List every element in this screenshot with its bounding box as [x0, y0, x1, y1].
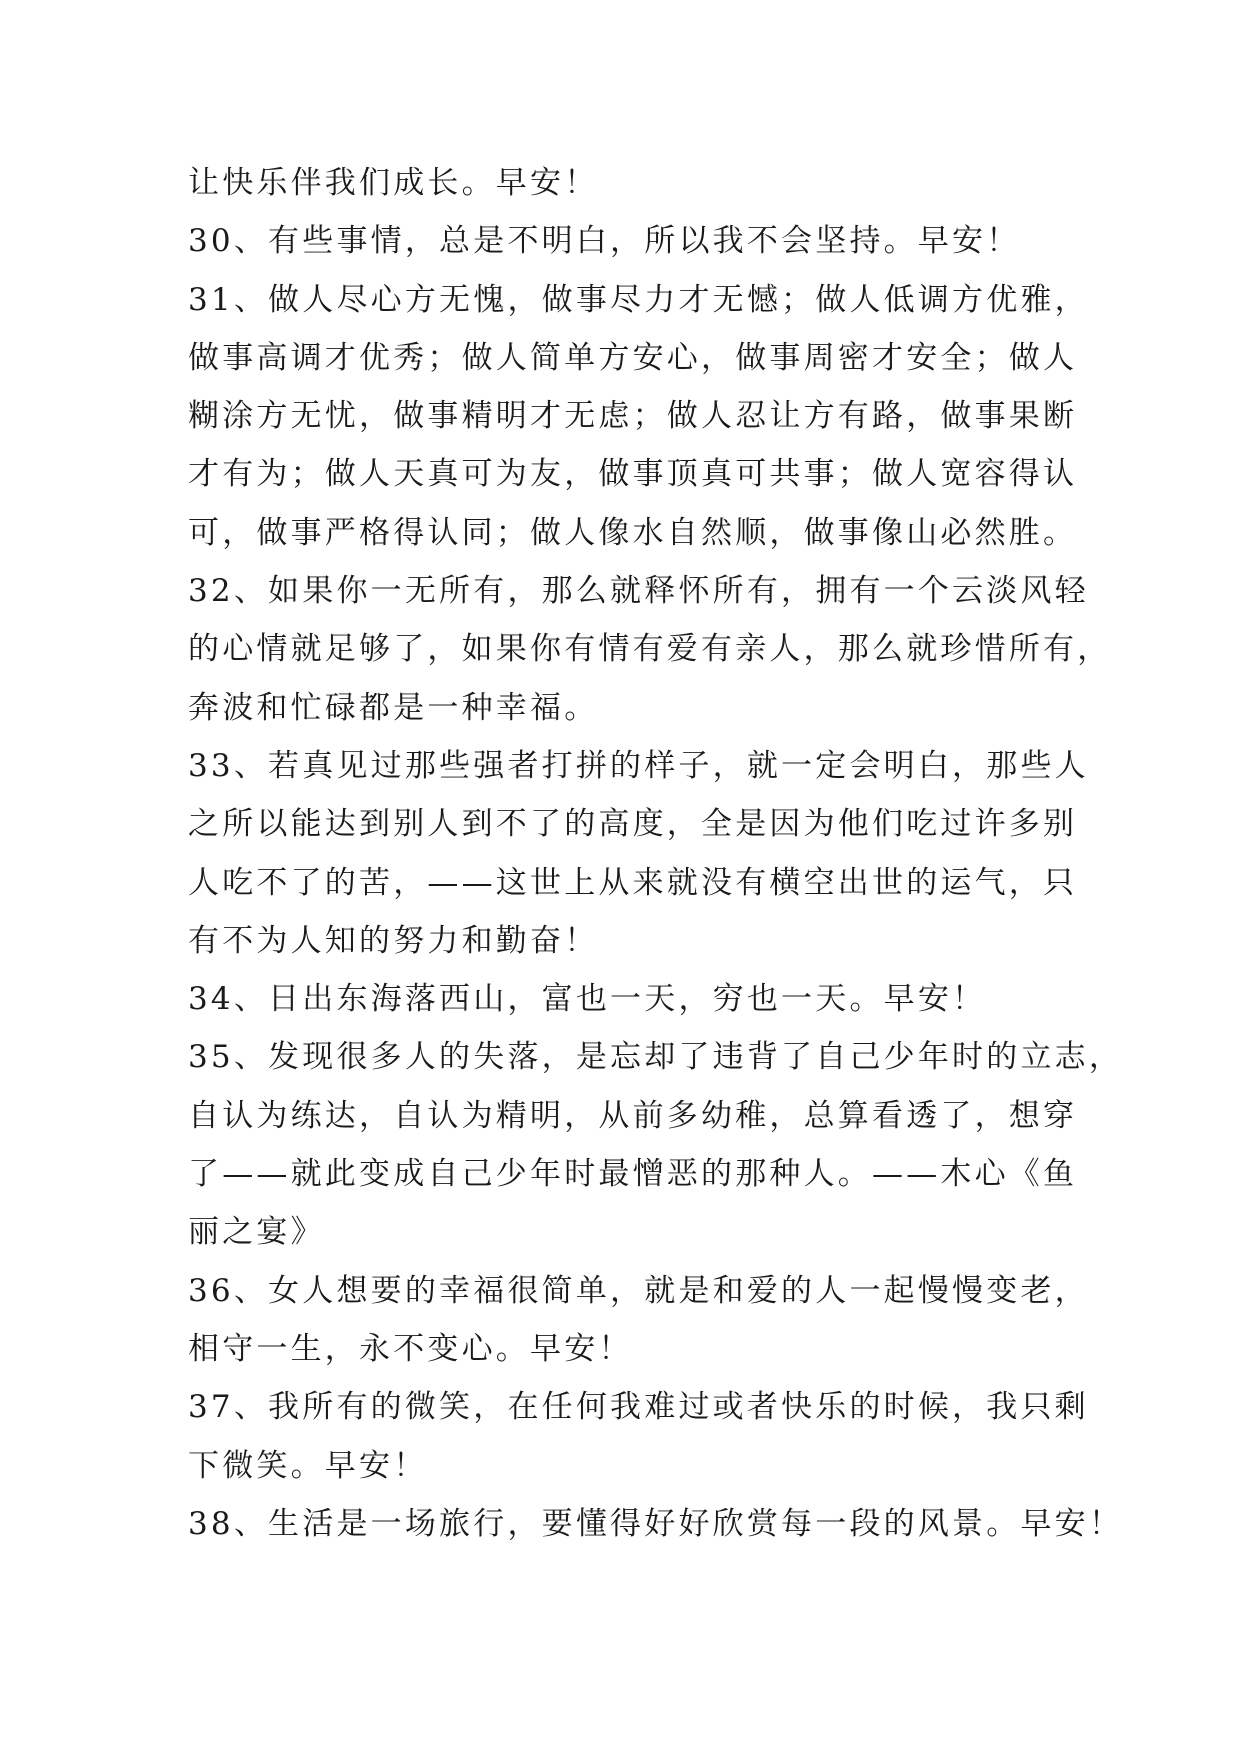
text-line: 38、生活是一场旅行，要懂得好好欣赏每一段的风景。早安！: [188, 1505, 1124, 1542]
text-line: 的心情就足够了，如果你有情有爱有亲人，那么就珍惜所有，: [188, 631, 1112, 668]
text-line: 丽之宴》: [188, 1214, 325, 1251]
text-line: 下微笑。早安！: [188, 1447, 428, 1484]
text-line: 之所以能达到别人到不了的高度，全是因为他们吃过许多别: [188, 806, 1078, 843]
text-line: 31、做人尽心方无愧，做事尽力才无憾；做人低调方优雅，: [188, 281, 1089, 318]
text-line: 34、日出东海落西山，富也一天，穷也一天。早安！: [188, 981, 987, 1018]
text-line: 人吃不了的苦，——这世上从来就没有横空出世的运气，只: [188, 864, 1078, 901]
document-body: [188, 154, 1124, 1553]
text-line: 32、如果你一无所有，那么就释怀所有，拥有一个云淡风轻: [188, 573, 1089, 610]
text-line: 才有为；做人天真可为友，做事顶真可共事；做人宽容得认: [188, 456, 1078, 493]
text-line: 做事高调才优秀；做人简单方安心，做事周密才安全；做人: [188, 339, 1078, 376]
text-line: 可，做事严格得认同；做人像水自然顺，做事像山必然胜。: [188, 514, 1078, 551]
text-line: 有不为人知的努力和勤奋！: [188, 922, 599, 959]
text-line: 35、发现很多人的失落，是忘却了违背了自己少年时的立志，: [188, 1039, 1124, 1076]
text-line: 相守一生，永不变心。早安！: [188, 1330, 633, 1367]
text-line: 36、女人想要的幸福很简单，就是和爱的人一起慢慢变老，: [188, 1272, 1089, 1309]
text-line: 糊涂方无忧，做事精明才无虑；做人忍让方有路，做事果断: [188, 398, 1078, 435]
text-line: 让快乐伴我们成长。早安！: [188, 165, 599, 201]
text-line: 30、有些事情，总是不明白，所以我不会坚持。早安！: [188, 223, 1021, 260]
text-line: 自认为练达，自认为精明，从前多幼稚，总算看透了，想穿: [188, 1097, 1078, 1134]
text-line: 33、若真见过那些强者打拼的样子，就一定会明白，那些人: [188, 747, 1089, 784]
text-line: 37、我所有的微笑，在任何我难过或者快乐的时候，我只剩: [188, 1389, 1089, 1426]
text-line: 了——就此变成自己少年时最憎恶的那种人。——木心《鱼: [188, 1156, 1078, 1193]
text-line: 奔波和忙碌都是一种幸福。: [188, 689, 599, 726]
